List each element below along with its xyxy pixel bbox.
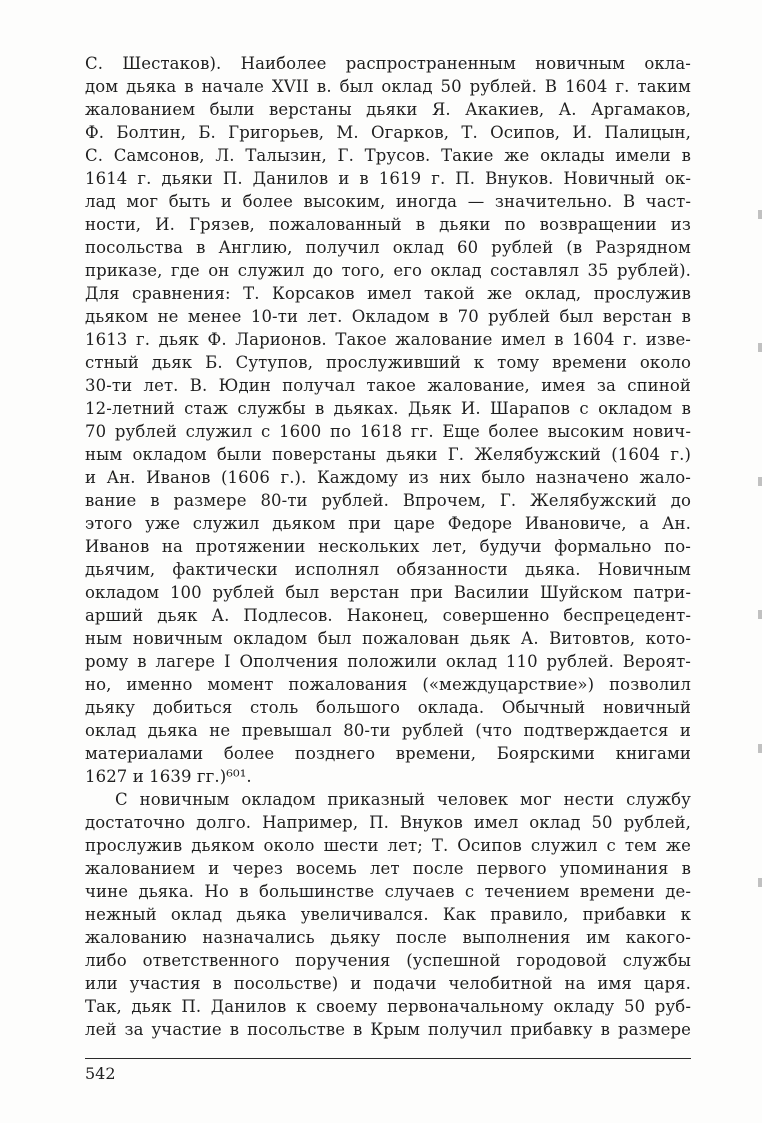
text-line: ности, И. Грязев, пожалованный в дьяки по возвращении из <box>85 215 691 234</box>
text-line: ным новичным окладом был пожалован дьяк А. Витовтов, кото- <box>85 629 691 648</box>
text-line: жалованию назначались дьяку после выполнения им какого- <box>85 928 691 947</box>
text-line: приказе, где он служил до того, его оклад составлял 35 рублей). <box>85 261 691 280</box>
scan-artifact <box>758 610 762 619</box>
page-number: 542 <box>85 1064 116 1083</box>
text-line: 1613 г. дьяк Ф. Ларионов. Такое жалование имел в 1604 г. изве- <box>85 330 691 349</box>
scan-artifact <box>758 744 762 753</box>
text-line: посольства в Англию, получил оклад 60 рублей (в Разрядном <box>85 238 691 257</box>
text-line: дьячим, фактически исполнял обязанности дьяка. Новичным <box>85 560 691 579</box>
text-line: оклад дьяка не превышал 80-ти рублей (что подтверждается и <box>85 721 691 740</box>
footer-rule <box>85 1058 691 1059</box>
scan-artifact <box>758 210 762 219</box>
text-line: арший дьяк А. Подлесов. Наконец, совершенно беспрецедент- <box>85 606 691 625</box>
text-line: вание в размере 80-ти рублей. Впрочем, Г. Желябужский до <box>85 491 691 510</box>
text-line: ным окладом были поверстаны дьяки Г. Желябужский (1604 г.) <box>85 445 691 464</box>
text-line: Иванов на протяжении нескольких лет, будучи формально по- <box>85 537 691 556</box>
text-line: прослужив дьяком около шести лет; Т. Осипов служил с тем же <box>85 836 691 855</box>
text-line: лей за участие в посольстве в Крым получил прибавку в размере <box>85 1020 691 1039</box>
text-line: чине дьяка. Но в большинстве случаев с течением времени де- <box>85 882 691 901</box>
text-line: 70 рублей служил с 1600 по 1618 гг. Еще более высоким нович- <box>85 422 691 441</box>
text-line: достаточно долго. Например, П. Внуков имел оклад 50 рублей, <box>85 813 691 832</box>
text-line: но, именно момент пожалования («междуцарствие») позволил <box>85 675 691 694</box>
text-line: окладом 100 рублей был верстан при Василии Шуйском патри- <box>85 583 691 602</box>
text-line: 1614 г. дьяки П. Данилов и в 1619 г. П. Внуков. Новичный ок- <box>85 169 691 188</box>
text-line: этого уже служил дьяком при царе Федоре Ивановиче, а Ан. <box>85 514 691 533</box>
text-line: Так, дьяк П. Данилов к своему первоначальному окладу 50 руб- <box>85 997 691 1016</box>
text-line: либо ответственного поручения (успешной городовой службы <box>85 951 691 970</box>
text-line: или участия в посольстве) и подачи челобитной на имя царя. <box>85 974 691 993</box>
scan-artifact <box>758 477 762 486</box>
text-line: С. Самсонов, Л. Талызин, Г. Трусов. Такие же оклады имели в <box>85 146 691 165</box>
text-line: Ф. Болтин, Б. Григорьев, М. Огарков, Т. Осипов, И. Палицын, <box>85 123 691 142</box>
scan-artifact <box>758 343 762 352</box>
text-line: рому в лагере I Ополчения положили оклад 110 рублей. Вероят- <box>85 652 691 671</box>
text-line: лад мог быть и более высоким, иногда — значительно. В част- <box>85 192 691 211</box>
text-line: материалами более позднего времени, Боярскими книгами <box>85 744 691 763</box>
text-line: 12-летний стаж службы в дьяках. Дьяк И. Шарапов с окладом в <box>85 399 691 418</box>
text-line: нежный оклад дьяка увеличивался. Как правило, прибавки к <box>85 905 691 924</box>
text-line: 30-ти лет. В. Юдин получал такое жалование, имея за спиной <box>85 376 691 395</box>
text-line: жалованием и через восемь лет после первого упоминания в <box>85 859 691 878</box>
page-text <box>85 52 691 1041</box>
text-line: дьяку добиться столь большого оклада. Обычный новичный <box>85 698 691 717</box>
scan-artifact <box>758 878 762 887</box>
text-line: С. Шестаков). Наиболее распространенным новичным окла- <box>85 54 691 73</box>
paragraph-1 <box>85 52 691 788</box>
paragraph-2 <box>85 788 691 1041</box>
text-line: 1627 и 1639 гг.)⁶⁰¹. <box>85 767 252 786</box>
text-line: и Ан. Иванов (1606 г.). Каждому из них было назначено жало- <box>85 468 691 487</box>
text-line: жалованием были верстаны дьяки Я. Акакиев, А. Аргамаков, <box>85 100 691 119</box>
page-footer <box>85 1058 691 1083</box>
text-line: дьяком не менее 10-ти лет. Окладом в 70 рублей был верстан в <box>85 307 691 326</box>
text-line: Для сравнения: Т. Корсаков имел такой же оклад, прослужив <box>85 284 691 303</box>
text-line: С новичным окладом приказный человек мог нести службу <box>115 790 691 809</box>
text-line: дом дьяка в начале XVII в. был оклад 50 рублей. В 1604 г. таким <box>85 77 691 96</box>
text-line: стный дьяк Б. Сутупов, прослуживший к тому времени около <box>85 353 691 372</box>
